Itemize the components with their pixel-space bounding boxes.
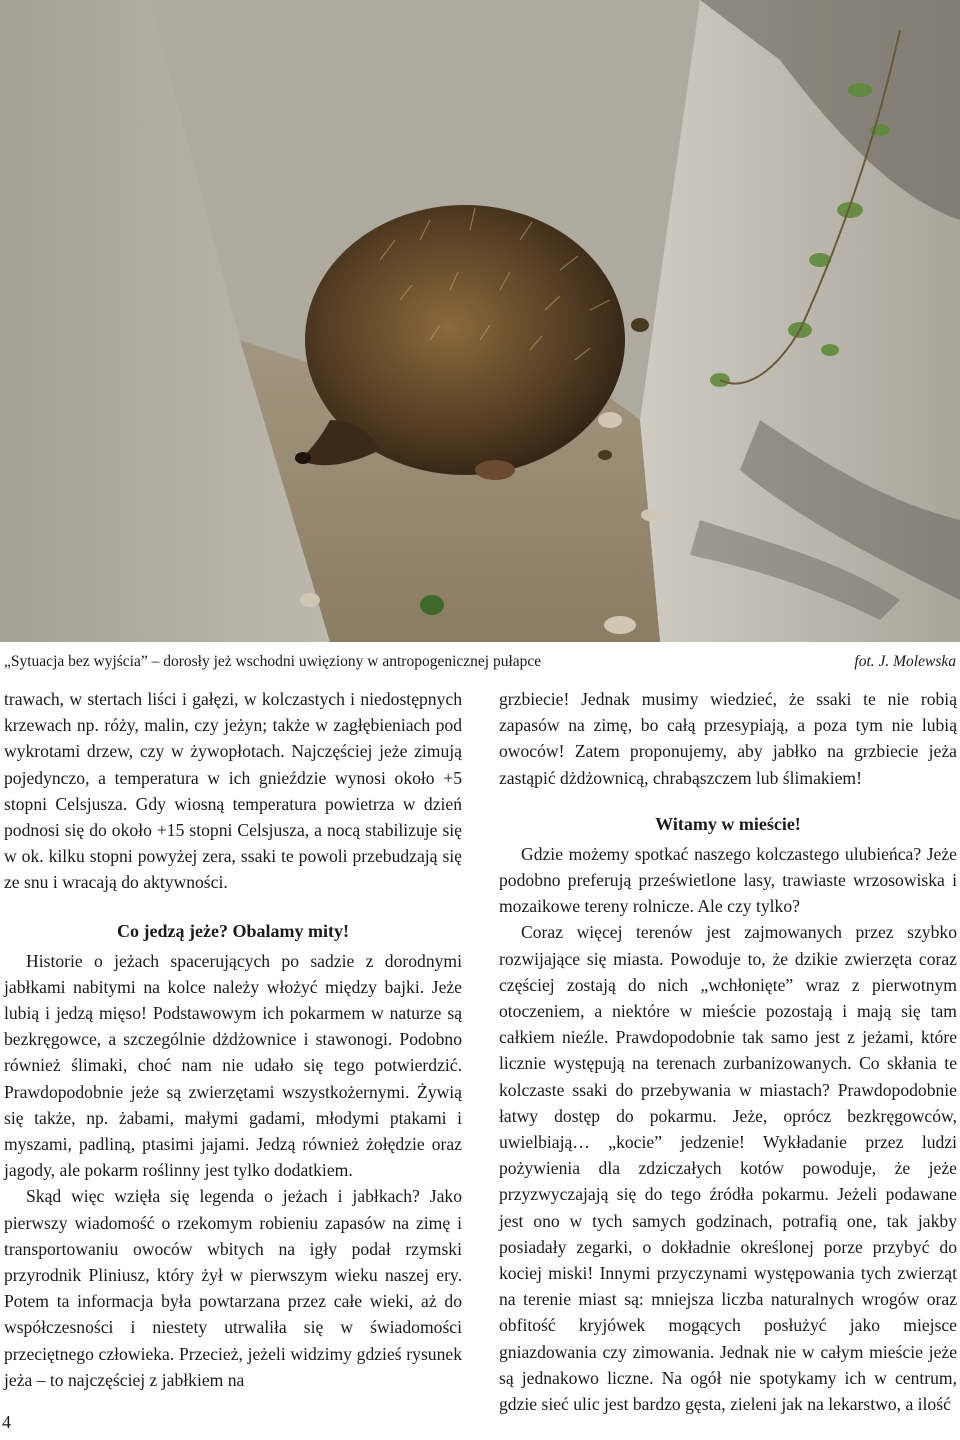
section-heading-city: Witamy w mieście! [655, 813, 801, 834]
right-paragraph-2: Gdzie możemy spotkać naszego kolczastego ulubieńca? Jeże podobno preferują prześwietlone lasy, trawiaste wrzosowiska i mozaikowe tereny rolnicze. Ale czy tylko? [499, 843, 957, 917]
right-paragraph-3: Coraz więcej terenów jest zajmowanych przez szybko rozwijające się miasta. Powoduje to, że dzikie zwierzęta coraz częściej zostają do nich „wchłonięte” wraz z pierwotnym otoczeniem, a niektóre w mieście pozostają i mają się tam całkiem nieźle. Prawdopodobnie tak samo jest z jeżami, które licznie występują na terenach zurbanizowanych. Co skłania te kolczaste ssaki do przebywania w miastach? Prawdopodobnie łatwy dostęp do pokarmu. Jeże, oprócz bezkręgowców, uwielbiają… „kocie” jedzenie! Wykładanie przez ludzi pożywienia dla zdziczałych kotów powoduje, że jeże przyzwyczajają się do tego źródła pokarmu. Jeżeli podawane jest ono w tych samych godzinach, potrafią one, tak jakby posiadały zegarki, o dokładnie określonej porze przybyć do kociej miski! Innymi przyczynami występowania tych zwierząt na terenie miast są: mniejsza liczba naturalnych wrogów oraz obfitość kryjówek mogących posłużyć jako miejsce gniazdowania czy zimowania. Jednak nie w całym mieście jeże są jednakowo liczne. Na ogół nie spotykamy ich w centrum, gdzie sieć ulic jest bardzo gęsta, zieleni jak na lekarstwo, a ilość [499, 922, 957, 1415]
photo-caption [0, 650, 958, 674]
left-paragraph-1: trawach, w stertach liści i gałęzi, w kolczastych i niedostępnych krzewach np. róży, malin, czy jeżyn; także w zagłębieniach pod wykrotami drzew, czy w żywopłotach. Najczęściej jeże zimują pojedynczo, a temperatura w ich gnieździe wynosi około +5 stopni Celsjusza. Gdy wiosną temperatura powietrza w dzień podnosi się do około +15 stopni Celsjusza, a nocą stabilizuje się w ok. kilku stopni powyżej zera, ssaki te powoli przebudzają się ze snu i wracają do aktywności. [4, 689, 462, 893]
right-paragraph-1: grzbiecie! Jednak musimy wiedzieć, że ssaki te nie robią zapasów na zimę, bo całą przesypiają, a poza tym nie lubią owoców! Zatem proponujemy, aby jabłko na grzbiecie jeża zastąpić dżdżownicą, chrabąszczem lub ślimakiem! [499, 689, 957, 788]
hedgehog-photo-graphic [0, 0, 960, 642]
left-column [4, 686, 462, 1393]
left-paragraph-2: Historie o jeżach spacerujących po sadzie z dorodnymi jabłkami nabitymi na kolce należy włożyć między bajki. Jeże lubią i jedzą mięso! Podstawowym ich pokarmem w naturze są bezkręgowce, a szczególnie dżdżownice i stawonogi. Podobno również ślimaki, choć nam nie udało się tego potwierdzić. Prawdopodobnie jeże są zwierzętami wszystkożernymi. Żywią się także, np. żabami, małymi gadami, młodymi ptakami i myszami, padliną, ptasimi jajami. Jedzą również żołędzie oraz jagody, ale pokarm roślinny jest tylko dodatkiem. [4, 950, 462, 1181]
section-heading-food: Co jedzą jeże? Obalamy mity! [117, 920, 349, 941]
hedgehog-photo [0, 0, 960, 642]
left-paragraph-3: Skąd więc wzięła się legenda o jeżach i jabłkach? Jako pierwszy wiadomość o rzekomym robieniu zapasów na zimę i transportowaniu owoców wbitych na igły podał rzymski przyrodnik Pliniusz, który żył w pierwszym wieku naszej ery. Potem ta informacja była powtarzana przez całe wieki, aż do współczesności i niestety utrwaliła się w świadomości przeciętnego człowieka. Przecież, jeżeli widzimy gdzieś rysunek jeża – to najczęściej z jabłkiem na [4, 1186, 462, 1390]
page-number: 4 [2, 1412, 11, 1432]
photo-credit: fot. J. Molewska [854, 653, 956, 670]
caption-text: „Sytuacja bez wyjścia” – dorosły jeż wschodni uwięziony w antropogenicznej pułapce [4, 653, 542, 670]
right-column [499, 686, 957, 1417]
